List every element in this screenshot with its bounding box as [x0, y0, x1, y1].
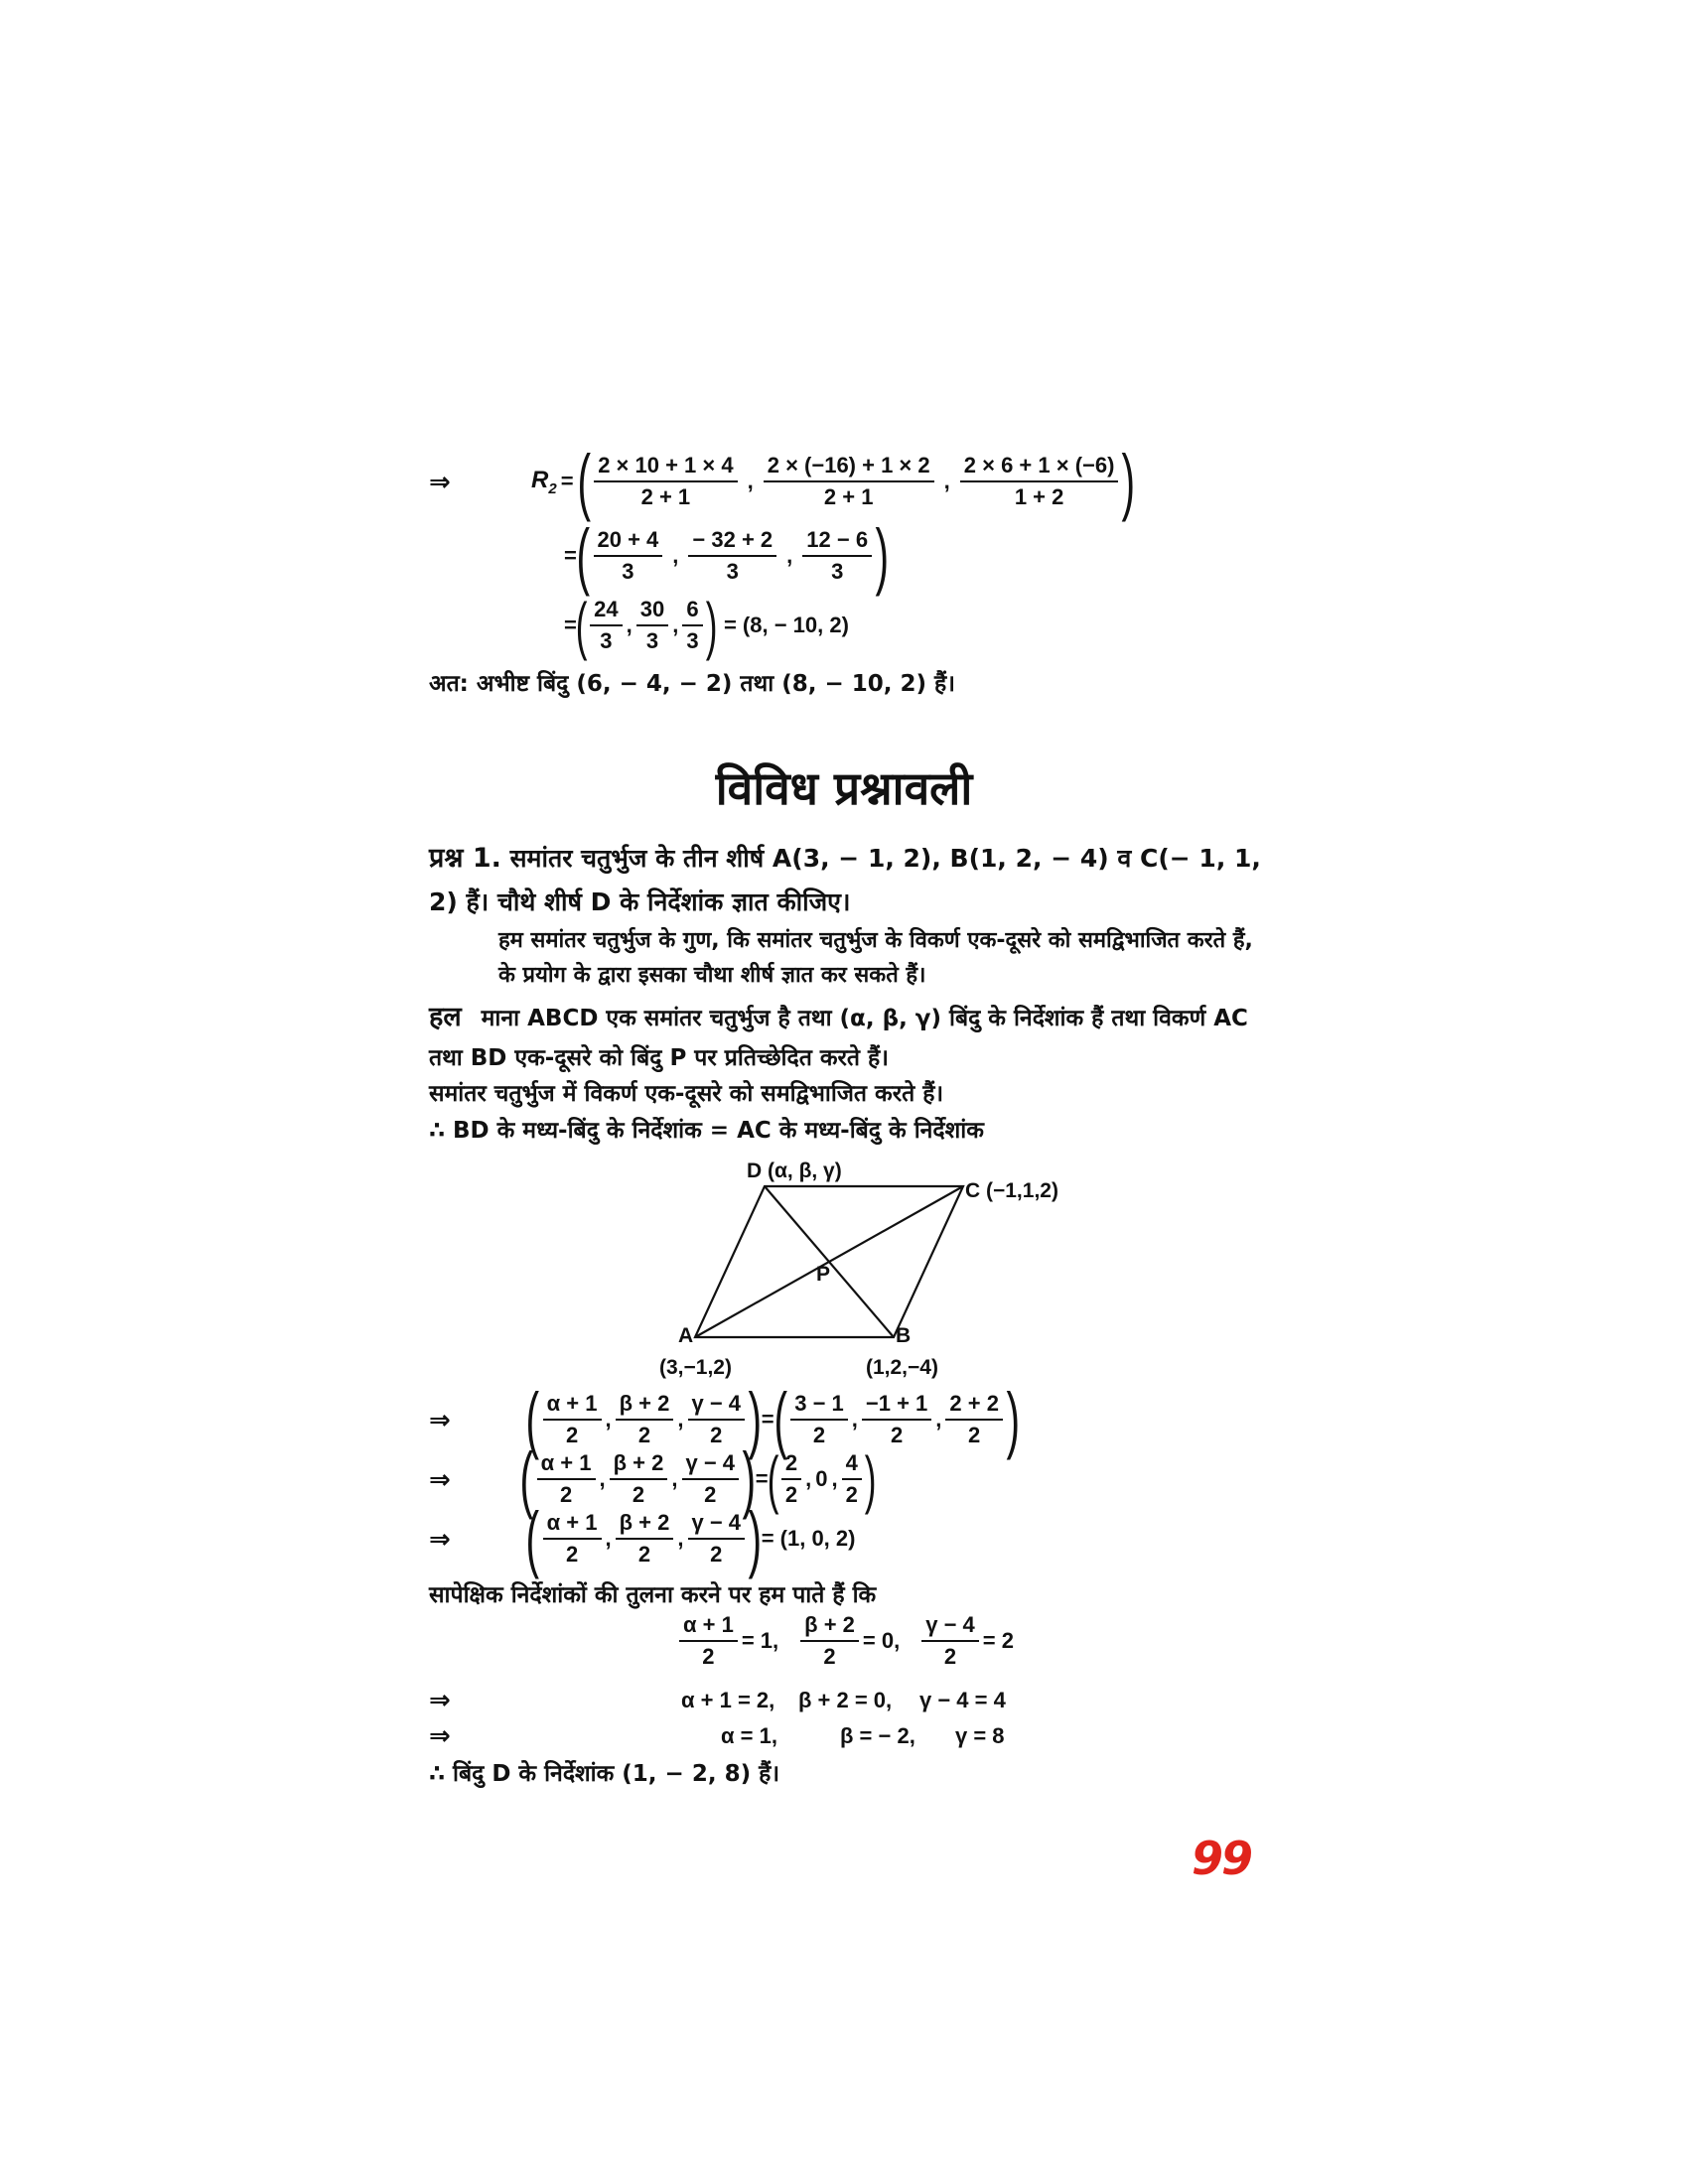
diagonal-bd [765, 1186, 894, 1337]
fraction: $\frac{\gamma - 4}{2}$ [682, 1451, 740, 1507]
equation-compare: $\frac{\alpha + 1}{2}$ = 1, $\frac{\beta + 2}{2}$ = 0, $\frac{\gamma - 4}{2}$ = 2 [675, 1613, 1014, 1669]
fraction: $\frac{4}{2}$ [842, 1451, 862, 1507]
fraction: $\frac{\beta + 2}{2}$ [616, 1511, 674, 1567]
parallelogram-diagram [635, 1152, 1092, 1390]
fraction: $\frac{2 + 2}{2}$ [945, 1392, 1003, 1447]
equation-midpoints: ( $\frac{\alpha + 1}{2}$ , $\frac{\beta + 2}{2}$ , $\frac{\gamma - 4}{2}$ ) = ( $\frac{3 - 1}{2}$ , $\frac{-1 + 1}{2}$ , $\frac{2 + 2}{2}$ ) [525, 1378, 1021, 1460]
question-label: प्रश्न 1. [429, 843, 501, 874]
fraction: $\frac{-1 + 1}{2}$ [862, 1392, 931, 1447]
equation-step9: α = 1, β = − 2, γ = 8 [721, 1723, 1005, 1748]
implies-arrow: ⇒ [429, 467, 451, 496]
comparison-text: सापेक्षिक निर्देशांकों की तुलना करने पर हम पाते हैं कि [429, 1582, 877, 1608]
fraction: $\frac{\beta + 2}{2}$ [610, 1451, 668, 1507]
implies-arrow: ⇒ [429, 1685, 451, 1714]
equation-step2: = ( $\frac{20 + 4}{3}$ , $\frac{- 32 + 2}{3}$ , $\frac{12 - 6}{3}$ ) [564, 514, 890, 597]
fraction: $\frac{\alpha + 1}{2}$ [679, 1613, 738, 1669]
fraction: $\frac{3 - 1}{2}$ [790, 1392, 848, 1447]
solution-line-3: ∴ BD के मध्य-बिंदु के निर्देशांक = AC के मध्य-बिंदु के निर्देशांक [429, 1118, 984, 1144]
r2-symbol: $R_2$ [531, 466, 557, 497]
vertex-c-label: C (−1,1,2) [965, 1179, 1058, 1202]
equation-step5: ( $\frac{\alpha + 1}{2}$ , $\frac{\beta + 2}{2}$ , $\frac{\gamma - 4}{2}$ ) = ( $\frac{2}{2}$ , 0 , $\frac{4}{2}$ ) [519, 1437, 877, 1520]
fraction: $\frac{\alpha + 1}{2}$ [543, 1392, 602, 1447]
page-number: 99 [1192, 1832, 1252, 1885]
fraction: $\frac{- 32 + 2}{3}$ [688, 528, 776, 584]
fraction: $\frac{2 \times 10 + 1 \times 4}{2 + 1}$ [594, 454, 737, 509]
fraction: $\frac{\gamma - 4}{2}$ [688, 1511, 746, 1567]
conclusion-text: अत: अभीष्ट बिंदु (6, − 4, − 2) तथा (8, − 10, 2) हैं। [429, 671, 955, 697]
vertex-a-coords: (3,−1,2) [659, 1356, 732, 1379]
equation-step6: ( $\frac{\alpha + 1}{2}$ , $\frac{\beta + 2}{2}$ , $\frac{\gamma - 4}{2}$ ) = (1, 0, 2) [525, 1497, 856, 1579]
fraction: $\frac{\alpha + 1}{2}$ [543, 1511, 602, 1567]
equation-step8: α + 1 = 2, β + 2 = 0, γ − 4 = 4 [681, 1688, 1006, 1712]
implies-arrow: ⇒ [429, 1524, 451, 1554]
section-title: विविध प्रश्नावली [715, 761, 973, 815]
vertex-b-label: B [896, 1324, 912, 1347]
fraction: $\frac{\gamma - 4}{2}$ [921, 1613, 979, 1669]
implies-arrow: ⇒ [429, 1464, 451, 1494]
fraction: $\frac{\gamma - 4}{2}$ [688, 1392, 746, 1447]
fraction: $\frac{2 \times 6 + 1 \times (-6)}{1 + 2}$ [960, 454, 1119, 509]
vertex-a-label: A [678, 1324, 694, 1347]
question-text: समांतर चतुर्भुज के तीन शीर्ष A(3, − 1, 2), B(1, 2, − 4) व C(− 1, 1, 2) हैं। चौथे शीर्ष D के निर्देशांक ज्ञात कीजिए। [429, 844, 1261, 916]
hint-text: हम समांतर चतुर्भुज के गुण, कि समांतर चतुर्भुज के विकर्ण एक-दूसरे को समद्विभाजित करते हैं, के प्रयोग के द्वारा इसका चौथा शीर्ष ज्ञात कर सकते हैं। [498, 928, 1253, 989]
equation-r2: $R_2$ = ( $\frac{2 \times 10 + 1 \times 4}{2 + 1}$ , $\frac{2 \times (-16) + 1 \times 2}{2 + 1}$ , $\frac{2 \times 6 + 1 \times (-6)}{1 + 2}$ ) [531, 440, 1136, 522]
implies-arrow: ⇒ [429, 1720, 451, 1750]
final-answer: ∴ बिंदु D के निर्देशांक (1, − 2, 8) हैं। [429, 1761, 780, 1787]
vertex-b-coords: (1,2,−4) [866, 1356, 938, 1379]
solution-text: हल माना ABCD एक समांतर चतुर्भुज है तथा (α, β, γ) बिंदु के निर्देशांक हैं तथा विकर्ण AC तथा BD एक-दूसरे को बिंदु P पर प्रतिच्छेदित करते हैं। [429, 1002, 1248, 1071]
equation-step3: = ( $\frac{24}{3}$ , $\frac{30}{3}$ , $\frac{6}{3}$ ) = (8, − 10, 2) [564, 590, 849, 661]
solution-label: हल [429, 1002, 462, 1032]
fraction: $\frac{24}{3}$ [590, 598, 622, 653]
question-1 [429, 837, 1273, 922]
fraction: $\frac{2 \times (-16) + 1 \times 2}{2 + 1}$ [764, 454, 934, 509]
fraction: $\frac{\beta + 2}{2}$ [800, 1613, 859, 1669]
solution-line-2: समांतर चतुर्भुज में विकर्ण एक-दूसरे को समद्विभाजित करते हैं। [429, 1081, 944, 1107]
fraction: $\frac{\alpha + 1}{2}$ [537, 1451, 596, 1507]
fraction: $\frac{30}{3}$ [636, 598, 668, 653]
point-p-label: P [816, 1263, 831, 1286]
fraction: $\frac{20 + 4}{3}$ [594, 528, 663, 584]
fraction: $\frac{12 - 6}{3}$ [802, 528, 872, 584]
vertex-d-label: D (α, β, γ) [747, 1160, 842, 1182]
fraction: $\frac{2}{2}$ [781, 1451, 801, 1507]
fraction: $\frac{6}{3}$ [682, 598, 702, 653]
fraction: $\frac{\beta + 2}{2}$ [616, 1392, 674, 1447]
implies-arrow: ⇒ [429, 1405, 451, 1434]
